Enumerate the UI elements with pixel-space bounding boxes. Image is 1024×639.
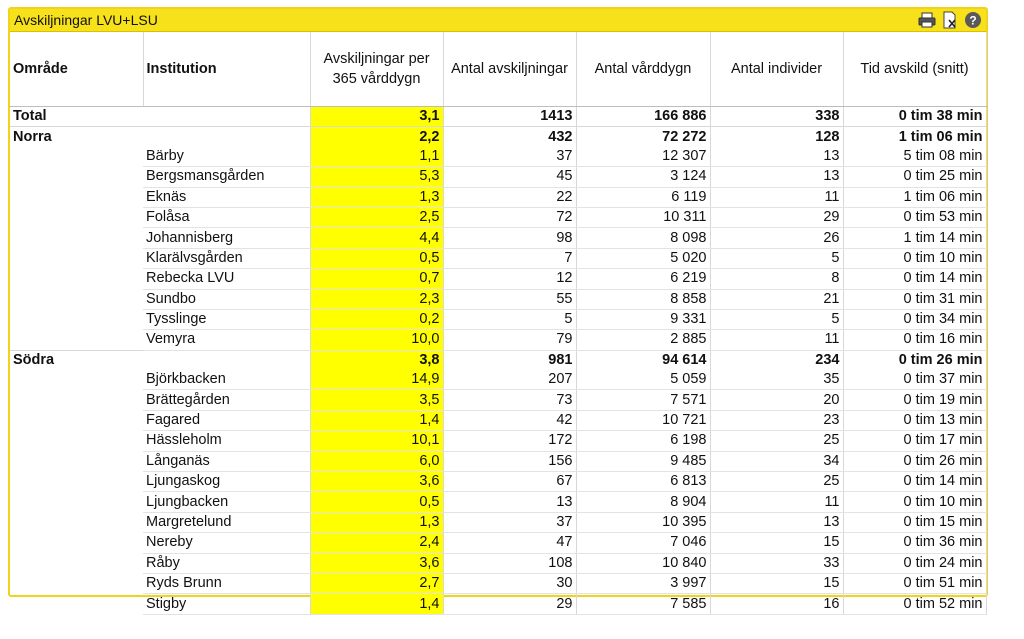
institution-cell[interactable]: Sundbo — [143, 289, 310, 309]
time-cell: 0 tim 52 min — [843, 594, 986, 614]
help-icon[interactable] — [964, 11, 982, 29]
area-cell — [10, 573, 143, 593]
count-cell: 37 — [443, 147, 576, 167]
area-cell — [10, 410, 143, 430]
table-row — [10, 269, 986, 289]
rate-cell: 2,5 — [310, 207, 443, 227]
rate-cell: 4,4 — [310, 228, 443, 248]
table-row — [10, 431, 986, 451]
individuals-cell: 16 — [710, 594, 843, 614]
table-row — [10, 289, 986, 309]
individuals-cell: 11 — [710, 330, 843, 350]
institution-cell[interactable]: Ljungbacken — [143, 492, 310, 512]
days-cell: 6 813 — [576, 472, 710, 492]
time-cell: 0 tim 51 min — [843, 573, 986, 593]
table-row — [10, 410, 986, 430]
individuals-cell: 33 — [710, 553, 843, 573]
table-row — [10, 370, 986, 390]
individuals-cell: 25 — [710, 472, 843, 492]
time-cell: 0 tim 26 min — [843, 451, 986, 471]
area-cell — [10, 289, 143, 309]
count-cell: 22 — [443, 187, 576, 207]
days-cell: 8 858 — [576, 289, 710, 309]
time-cell: 0 tim 14 min — [843, 269, 986, 289]
rate-cell: 1,3 — [310, 512, 443, 532]
area-cell: Total — [10, 107, 143, 127]
individuals-cell: 25 — [710, 431, 843, 451]
rate-cell: 1,4 — [310, 410, 443, 430]
institution-cell[interactable]: Folåsa — [143, 207, 310, 227]
table-row — [10, 167, 986, 187]
rate-cell: 1,3 — [310, 187, 443, 207]
table-row — [10, 553, 986, 573]
svg-text:?: ? — [969, 13, 977, 28]
institution-cell — [143, 107, 310, 127]
area-cell — [10, 431, 143, 451]
individuals-cell: 5 — [710, 309, 843, 329]
individuals-cell: 5 — [710, 248, 843, 268]
table-row — [10, 330, 986, 350]
days-cell: 8 098 — [576, 228, 710, 248]
area-cell — [10, 370, 143, 390]
days-cell: 10 721 — [576, 410, 710, 430]
individuals-cell: 234 — [710, 350, 843, 370]
institution-cell[interactable]: Bärby — [143, 147, 310, 167]
table-row — [10, 228, 986, 248]
header-omrade[interactable]: Område — [10, 32, 143, 107]
institution-cell[interactable]: Tysslinge — [143, 309, 310, 329]
count-cell: 1413 — [443, 107, 576, 127]
days-cell: 3 997 — [576, 573, 710, 593]
count-cell: 47 — [443, 533, 576, 553]
rate-cell: 0,2 — [310, 309, 443, 329]
count-cell: 72 — [443, 207, 576, 227]
individuals-cell: 29 — [710, 207, 843, 227]
count-cell: 12 — [443, 269, 576, 289]
panel-toolbar — [918, 11, 982, 29]
count-cell: 156 — [443, 451, 576, 471]
institution-cell[interactable]: Rebecka LVU — [143, 269, 310, 289]
days-cell: 9 485 — [576, 451, 710, 471]
days-cell: 9 331 — [576, 309, 710, 329]
table-row — [10, 533, 986, 553]
area-cell — [10, 228, 143, 248]
individuals-cell: 21 — [710, 289, 843, 309]
time-cell: 0 tim 31 min — [843, 289, 986, 309]
header-rate[interactable]: Avskiljningar per 365 vårddygn — [310, 32, 443, 107]
days-cell: 10 840 — [576, 553, 710, 573]
individuals-cell: 11 — [710, 187, 843, 207]
time-cell: 0 tim 14 min — [843, 472, 986, 492]
days-cell: 3 124 — [576, 167, 710, 187]
table-row — [10, 107, 986, 127]
individuals-cell: 15 — [710, 533, 843, 553]
time-cell: 1 tim 06 min — [843, 127, 986, 147]
institution-cell[interactable]: Nereby — [143, 533, 310, 553]
header-institution[interactable]: Institution — [143, 32, 310, 107]
table-row — [10, 187, 986, 207]
time-cell: 0 tim 36 min — [843, 533, 986, 553]
days-cell: 7 046 — [576, 533, 710, 553]
individuals-cell: 338 — [710, 107, 843, 127]
table-row — [10, 390, 986, 410]
count-cell: 13 — [443, 492, 576, 512]
count-cell: 108 — [443, 553, 576, 573]
time-cell: 0 tim 10 min — [843, 492, 986, 512]
time-cell: 0 tim 25 min — [843, 167, 986, 187]
area-cell — [10, 472, 143, 492]
rate-cell: 3,1 — [310, 107, 443, 127]
days-cell: 166 886 — [576, 107, 710, 127]
count-cell: 67 — [443, 472, 576, 492]
area-cell — [10, 269, 143, 289]
table-row — [10, 573, 986, 593]
institution-cell[interactable]: Bergsmansgården — [143, 167, 310, 187]
rate-cell: 10,0 — [310, 330, 443, 350]
individuals-cell: 13 — [710, 512, 843, 532]
individuals-cell: 13 — [710, 147, 843, 167]
count-cell: 7 — [443, 248, 576, 268]
time-cell: 1 tim 06 min — [843, 187, 986, 207]
individuals-cell: 128 — [710, 127, 843, 147]
rate-cell: 3,6 — [310, 553, 443, 573]
table-row — [10, 594, 986, 614]
header-time[interactable]: Tid avskild (snitt) — [843, 32, 986, 107]
time-cell: 0 tim 38 min — [843, 107, 986, 127]
area-cell — [10, 533, 143, 553]
institution-cell[interactable]: Råby — [143, 553, 310, 573]
table-row — [10, 451, 986, 471]
area-cell — [10, 187, 143, 207]
days-cell: 5 020 — [576, 248, 710, 268]
time-cell: 1 tim 14 min — [843, 228, 986, 248]
days-cell: 72 272 — [576, 127, 710, 147]
days-cell: 6 219 — [576, 269, 710, 289]
time-cell: 0 tim 24 min — [843, 553, 986, 573]
days-cell: 7 585 — [576, 594, 710, 614]
time-cell: 0 tim 26 min — [843, 350, 986, 370]
institution-cell[interactable]: Vemyra — [143, 330, 310, 350]
individuals-cell: 15 — [710, 573, 843, 593]
panel-title: Avskiljningar LVU+LSU — [14, 12, 158, 28]
days-cell: 6 119 — [576, 187, 710, 207]
institution-cell — [143, 127, 310, 147]
area-cell — [10, 248, 143, 268]
institution-cell[interactable]: Eknäs — [143, 187, 310, 207]
table-row — [10, 207, 986, 227]
rate-cell: 1,1 — [310, 147, 443, 167]
count-cell: 45 — [443, 167, 576, 187]
institution-cell[interactable]: Björkbacken — [143, 370, 310, 390]
days-cell: 10 311 — [576, 207, 710, 227]
rate-cell: 0,5 — [310, 492, 443, 512]
export-excel-icon[interactable] — [941, 11, 959, 29]
panel-titlebar — [10, 9, 986, 32]
rate-cell: 14,9 — [310, 370, 443, 390]
count-cell: 172 — [443, 431, 576, 451]
institution-cell[interactable]: Johannisberg — [143, 228, 310, 248]
data-table — [10, 32, 987, 615]
rate-cell: 10,1 — [310, 431, 443, 451]
rate-cell: 6,0 — [310, 451, 443, 471]
count-cell: 207 — [443, 370, 576, 390]
rate-cell: 1,4 — [310, 594, 443, 614]
time-cell: 0 tim 16 min — [843, 330, 986, 350]
time-cell: 0 tim 53 min — [843, 207, 986, 227]
header-row — [10, 32, 986, 107]
rate-cell: 0,5 — [310, 248, 443, 268]
rate-cell: 2,3 — [310, 289, 443, 309]
days-cell: 12 307 — [576, 147, 710, 167]
institution-cell[interactable]: Klarälvsgården — [143, 248, 310, 268]
printer-icon[interactable] — [918, 11, 936, 29]
table-row — [10, 147, 986, 167]
area-cell — [10, 451, 143, 471]
area-cell — [10, 594, 143, 614]
count-cell: 37 — [443, 512, 576, 532]
rate-cell: 2,7 — [310, 573, 443, 593]
count-cell: 981 — [443, 350, 576, 370]
area-cell — [10, 390, 143, 410]
table-row — [10, 512, 986, 532]
institution-cell[interactable]: Ljungaskog — [143, 472, 310, 492]
institution-cell[interactable]: Ryds Brunn — [143, 573, 310, 593]
count-cell: 79 — [443, 330, 576, 350]
rate-cell: 3,8 — [310, 350, 443, 370]
institution-cell[interactable]: Stigby — [143, 594, 310, 614]
individuals-cell: 8 — [710, 269, 843, 289]
area-cell: Södra — [10, 350, 143, 370]
count-cell: 29 — [443, 594, 576, 614]
days-cell: 10 395 — [576, 512, 710, 532]
individuals-cell: 11 — [710, 492, 843, 512]
count-cell: 98 — [443, 228, 576, 248]
area-cell — [10, 147, 143, 167]
rate-cell: 3,5 — [310, 390, 443, 410]
institution-cell[interactable]: Margretelund — [143, 512, 310, 532]
area-cell — [10, 207, 143, 227]
area-cell — [10, 309, 143, 329]
area-cell — [10, 492, 143, 512]
rate-cell: 2,4 — [310, 533, 443, 553]
time-cell: 5 tim 08 min — [843, 147, 986, 167]
days-cell: 8 904 — [576, 492, 710, 512]
table-row — [10, 127, 986, 147]
report-panel — [8, 7, 988, 612]
table-row — [10, 472, 986, 492]
rate-cell: 5,3 — [310, 167, 443, 187]
count-cell: 432 — [443, 127, 576, 147]
institution-cell — [143, 350, 310, 370]
table-row — [10, 492, 986, 512]
institution-cell[interactable]: Hässleholm — [143, 431, 310, 451]
count-cell: 73 — [443, 390, 576, 410]
table-row — [10, 350, 986, 370]
table-row — [10, 248, 986, 268]
individuals-cell: 26 — [710, 228, 843, 248]
area-cell — [10, 330, 143, 350]
area-cell — [10, 553, 143, 573]
days-cell: 7 571 — [576, 390, 710, 410]
area-cell — [10, 512, 143, 532]
header-individuals[interactable]: Antal individer — [710, 32, 843, 107]
time-cell: 0 tim 13 min — [843, 410, 986, 430]
days-cell: 94 614 — [576, 350, 710, 370]
area-cell — [10, 167, 143, 187]
individuals-cell: 23 — [710, 410, 843, 430]
institution-cell[interactable]: Brättegården — [143, 390, 310, 410]
count-cell: 30 — [443, 573, 576, 593]
rate-cell: 0,7 — [310, 269, 443, 289]
count-cell: 5 — [443, 309, 576, 329]
count-cell: 55 — [443, 289, 576, 309]
days-cell: 6 198 — [576, 431, 710, 451]
time-cell: 0 tim 10 min — [843, 248, 986, 268]
institution-cell[interactable]: Långanäs — [143, 451, 310, 471]
individuals-cell: 13 — [710, 167, 843, 187]
time-cell: 0 tim 15 min — [843, 512, 986, 532]
individuals-cell: 20 — [710, 390, 843, 410]
days-cell: 5 059 — [576, 370, 710, 390]
area-cell: Norra — [10, 127, 143, 147]
header-days[interactable]: Antal vårddygn — [576, 32, 710, 107]
header-count[interactable]: Antal avskiljningar — [443, 32, 576, 107]
rate-cell: 3,6 — [310, 472, 443, 492]
table-row — [10, 309, 986, 329]
time-cell: 0 tim 19 min — [843, 390, 986, 410]
time-cell: 0 tim 34 min — [843, 309, 986, 329]
count-cell: 42 — [443, 410, 576, 430]
rate-cell: 2,2 — [310, 127, 443, 147]
individuals-cell: 34 — [710, 451, 843, 471]
time-cell: 0 tim 17 min — [843, 431, 986, 451]
institution-cell[interactable]: Fagared — [143, 410, 310, 430]
individuals-cell: 35 — [710, 370, 843, 390]
days-cell: 2 885 — [576, 330, 710, 350]
time-cell: 0 tim 37 min — [843, 370, 986, 390]
